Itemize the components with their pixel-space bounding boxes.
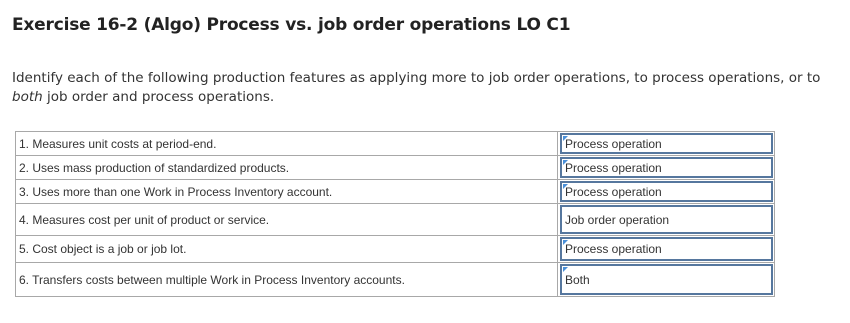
- question-cell: 1. Measures unit costs at period-end.: [16, 132, 558, 156]
- question-cell: 3. Uses more than one Work in Process Inventory account.: [16, 180, 558, 204]
- question-cell: 6. Transfers costs between multiple Work in Process Inventory accounts.: [16, 263, 558, 297]
- question-cell: 4. Measures cost per unit of product or service.: [16, 204, 558, 236]
- answer-cell: [558, 236, 775, 263]
- answer-cell: [558, 156, 775, 180]
- flag-icon: [563, 240, 568, 245]
- answer-select[interactable]: [560, 264, 773, 295]
- answer-value: Both: [565, 272, 590, 287]
- answer-value: Job order operation: [565, 212, 670, 227]
- table-row: [16, 156, 775, 180]
- table-row: [16, 204, 775, 236]
- answer-select[interactable]: [560, 181, 773, 202]
- answer-select[interactable]: [560, 133, 773, 154]
- table-row: [16, 132, 775, 156]
- answer-select[interactable]: [560, 157, 773, 178]
- answer-value: Process operation: [565, 136, 662, 151]
- table-row: [16, 236, 775, 263]
- answer-value: Process operation: [565, 184, 662, 199]
- answer-cell: [558, 204, 775, 236]
- flag-icon: [563, 160, 568, 165]
- features-table: [15, 131, 775, 297]
- table-row: [16, 180, 775, 204]
- flag-icon: [563, 136, 568, 141]
- flag-icon: [563, 267, 568, 272]
- answer-cell: [558, 263, 775, 297]
- answer-cell: [558, 132, 775, 156]
- answer-select[interactable]: [560, 237, 773, 261]
- answer-cell: [558, 180, 775, 204]
- answer-value: Process operation: [565, 242, 662, 256]
- instructions-emphasis: both: [12, 89, 43, 105]
- answer-select[interactable]: [560, 205, 773, 234]
- instructions-text: [12, 69, 848, 107]
- flag-icon: [563, 184, 568, 189]
- question-cell: 5. Cost object is a job or job lot.: [16, 236, 558, 263]
- question-cell: 2. Uses mass production of standardized products.: [16, 156, 558, 180]
- table-row: [16, 263, 775, 297]
- instructions-part-2: job order and process operations.: [46, 89, 275, 105]
- exercise-title: Exercise 16-2 (Algo) Process vs. job order operations LO C1: [12, 15, 571, 35]
- instructions-part-1: Identify each of the following production features as applying more to job order operations, to process operations, or to: [12, 70, 821, 86]
- answer-value: Process operation: [565, 160, 662, 175]
